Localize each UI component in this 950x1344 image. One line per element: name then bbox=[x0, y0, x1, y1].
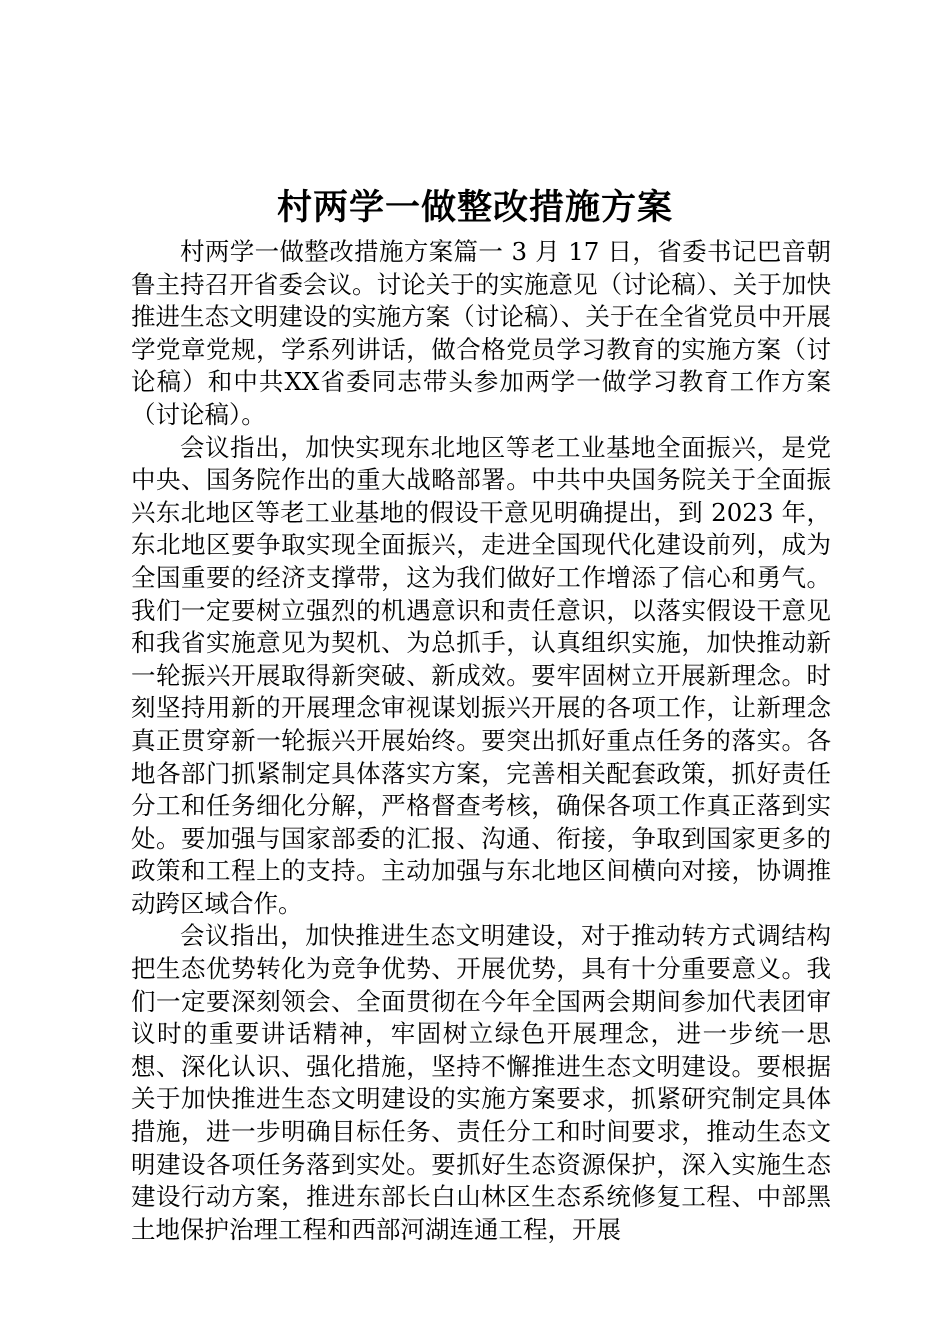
paragraph-3: 会议指出，加快推进生态文明建设，对于推动转方式调结构把生态优势转化为竞争优势、开展优势，具有十分重要意义。我们一定要深刻领会、全面贯彻在今年全国两会期间参加代表团审议时的重要讲话精神，牢固树立绿色开展理念，进一步统一思想、深化认识、强化措施，坚持不懈推进生态文明建设。要根据关于加快推进生态文明建设的实施方案要求，抓紧研究制定具体措施，进一步明确目标任务、责任分工和时间要求，推动生态文明建设各项任务落到实处。要抓好生态资源保护，深入实施生态建设行动方案，推进东部长白山林区生态系统修复工程、中部黑土地保护治理工程和西部河湖连通工程，开展 bbox=[131, 921, 831, 1244]
document-body bbox=[131, 236, 831, 1246]
document-title: 村两学一做整改措施方案 bbox=[276, 187, 673, 228]
paragraph-2: 会议指出，加快实现东北地区等老工业基地全面振兴，是党中央、国务院作出的重大战略部署。中共中央国务院关于全面振兴东北地区等老工业基地的假设干意见明确提出，到 2023 年，东北地区要争取实现全面振兴，走进全国现代化建设前列，成为全国重要的经济支撑带，这为我们做好工作增添了信心和勇气。我们一定要树立强烈的机遇意识和责任意识，以落实假设干意见和我省实施意见为契机、为总抓手，认真组织实施，加快推动新一轮振兴开展取得新突破、新成效。要牢固树立开展新理念。时刻坚持用新的开展理念审视谋划振兴开展的各项工作，让新理念真正贯穿新一轮振兴开展始终。要突出抓好重点任务的落实。各地各部门抓紧制定具体落实方案，完善相关配套政策，抓好责任分工和任务细化分解，严格督查考核，确保各项工作真正落到实处。要加强与国家部委的汇报、沟通、衔接，争取到国家更多的政策和工程上的支持。主动加强与东北地区间横向对接，协调推动跨区域合作。 bbox=[131, 432, 831, 918]
paragraph-1: 村两学一做整改措施方案篇一 3 月 17 日，省委书记巴音朝鲁主持召开省委会议。讨论关于的实施意见（讨论稿）、关于加快推进生态文明建设的实施方案（讨论稿）、关于在全省党员中开展学党章党规，学系列讲话，做合格党员学习教育的实施方案（讨论稿）和中共XX省委同志带头参加两学一做学习教育工作方案（讨论稿）。 bbox=[131, 237, 831, 429]
